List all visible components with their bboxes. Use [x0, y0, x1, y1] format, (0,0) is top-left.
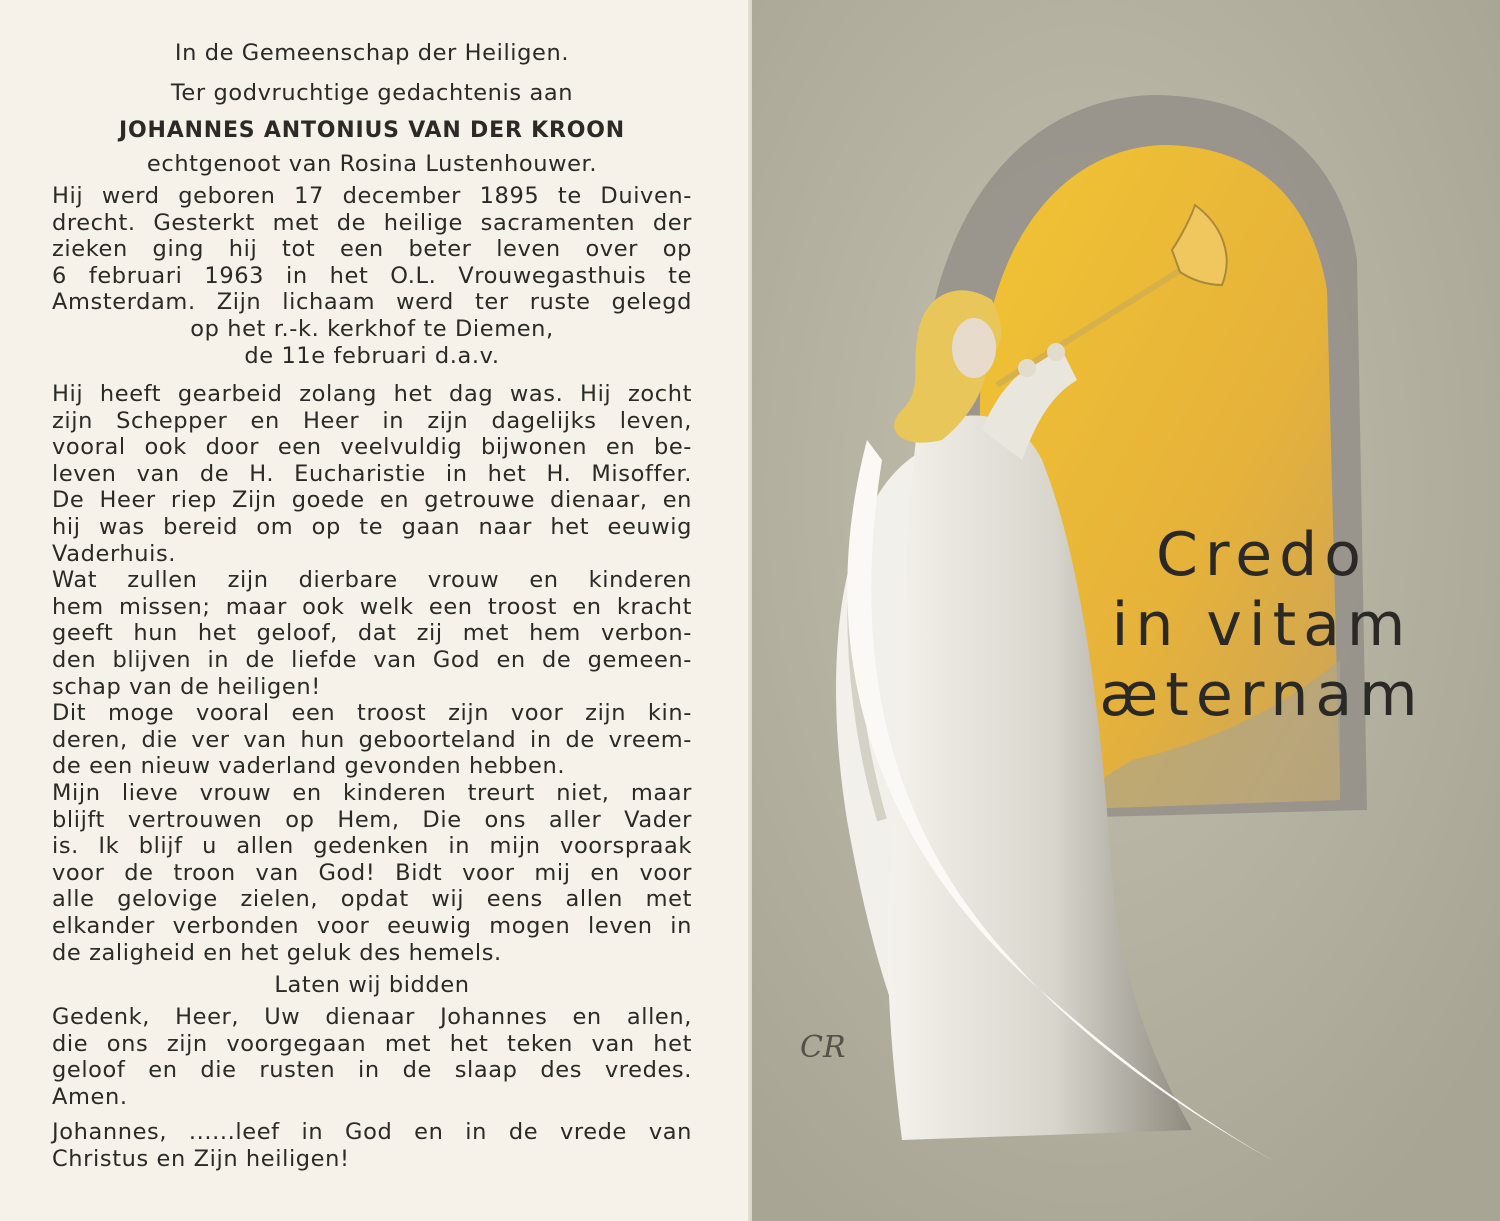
prayer-line: geloof en die rusten in de slaap des vredes. [52, 1057, 692, 1083]
spouse-line: echtgenoot van Rosina Lustenhouwer. [146, 151, 598, 177]
memorial-line: hij was bereid om op te gaan naar het eeuwig [52, 514, 692, 540]
memorial-line: leven van de H. Eucharistie in het H. Misoffer. [52, 460, 692, 487]
bio-line: 6 februari 1963 in het O.L. Vrouwegasthuis te [52, 262, 692, 289]
closing-line: Christus en Zijn heiligen! [52, 1146, 350, 1172]
image-page [752, 0, 1500, 1221]
header-line-2: Ter godvruchtige gedachtenis aan [170, 80, 574, 106]
motto-line-3: æternam [1099, 660, 1425, 730]
artist-signature: CR [800, 1030, 846, 1065]
motto-line-1: Credo [1156, 520, 1368, 590]
memorial-line: Mijn lieve vrouw en kinderen treurt niet, maar [52, 780, 692, 806]
prayer-line: Gedenk, Heer, Uw dienaar Johannes en allen, [52, 1004, 692, 1030]
motto-line-2: in vitam [1111, 590, 1413, 660]
memorial-line: voor de troon van God! Bidt voor mij en voor [52, 859, 692, 886]
closing-line: Johannes, ......leef in God en in de vrede van [52, 1119, 692, 1145]
memorial-line: de zaligheid en het geluk des hemels. [52, 939, 502, 966]
memorial-line: Wat zullen zijn dierbare vrouw en kinderen [52, 567, 692, 594]
memorial-line: De Heer riep Zijn goede en getrouwe dienaar, en [52, 487, 692, 514]
prayer-title: Laten wij bidden [274, 972, 470, 998]
memorial-line: vooral ook door een veelvuldig bijwonen en be- [52, 434, 692, 461]
burial-line: op het r.-k. kerkhof te Diemen, [190, 316, 554, 342]
bio-line: zieken ging hij tot een beter leven over op [52, 236, 692, 262]
memorial-line: elkander verbonden voor eeuwig mogen leven in [52, 913, 692, 939]
bio-line: drecht. Gesterkt met de heilige sacramenten der [52, 209, 692, 236]
memorial-line: alle gelovige zielen, opdat wij eens allen met [52, 886, 692, 913]
memorial-line: Hij heeft gearbeid zolang het dag was. Hij zocht [52, 381, 692, 407]
memorial-line: de een nieuw vaderland gevonden hebben. [52, 753, 566, 780]
bio-line: Hij werd geboren 17 december 1895 te Duiven- [52, 183, 692, 209]
memorial-line: hem missen; maar ook welk een troost en kracht [52, 593, 692, 620]
memorial-line: zijn Schepper en Heer in zijn dagelijks leven, [52, 407, 692, 434]
memorial-line: deren, die ver van hun geboorteland in de vreem- [52, 726, 692, 753]
deceased-name: JOHANNES ANTONIUS VAN DER KROON [119, 118, 625, 143]
angel-face [952, 318, 996, 378]
bio-line: Amsterdam. Zijn lichaam werd ter ruste gelegd [52, 289, 692, 315]
header-line-1: In de Gemeenschap der Heiligen. [174, 40, 570, 66]
angel-hand [1018, 359, 1036, 377]
memorial-line: den blijven in de liefde van God en de gemeen- [52, 647, 692, 673]
memorial-line: Dit moge vooral een troost zijn voor zijn kin- [52, 700, 692, 727]
burial-line: de 11e februari d.a.v. [244, 343, 500, 369]
angel-hand-2 [1047, 343, 1065, 361]
prayer-line: Amen. [52, 1083, 128, 1110]
memorial-line: schap van de heiligen! [52, 673, 321, 700]
motto [1092, 520, 1432, 730]
memorial-line: is. Ik blijf u allen gedenken in mijn voorspraak [52, 833, 692, 860]
memorial-line: Vaderhuis. [52, 540, 177, 567]
memorial-line: geeft hun het geloof, dat zij met hem verbon- [52, 620, 692, 647]
memorial-line: blijft vertrouwen op Hem, Die ons aller Vader [52, 806, 692, 833]
prayer-line: die ons zijn voorgegaan met het teken van het [52, 1030, 692, 1057]
